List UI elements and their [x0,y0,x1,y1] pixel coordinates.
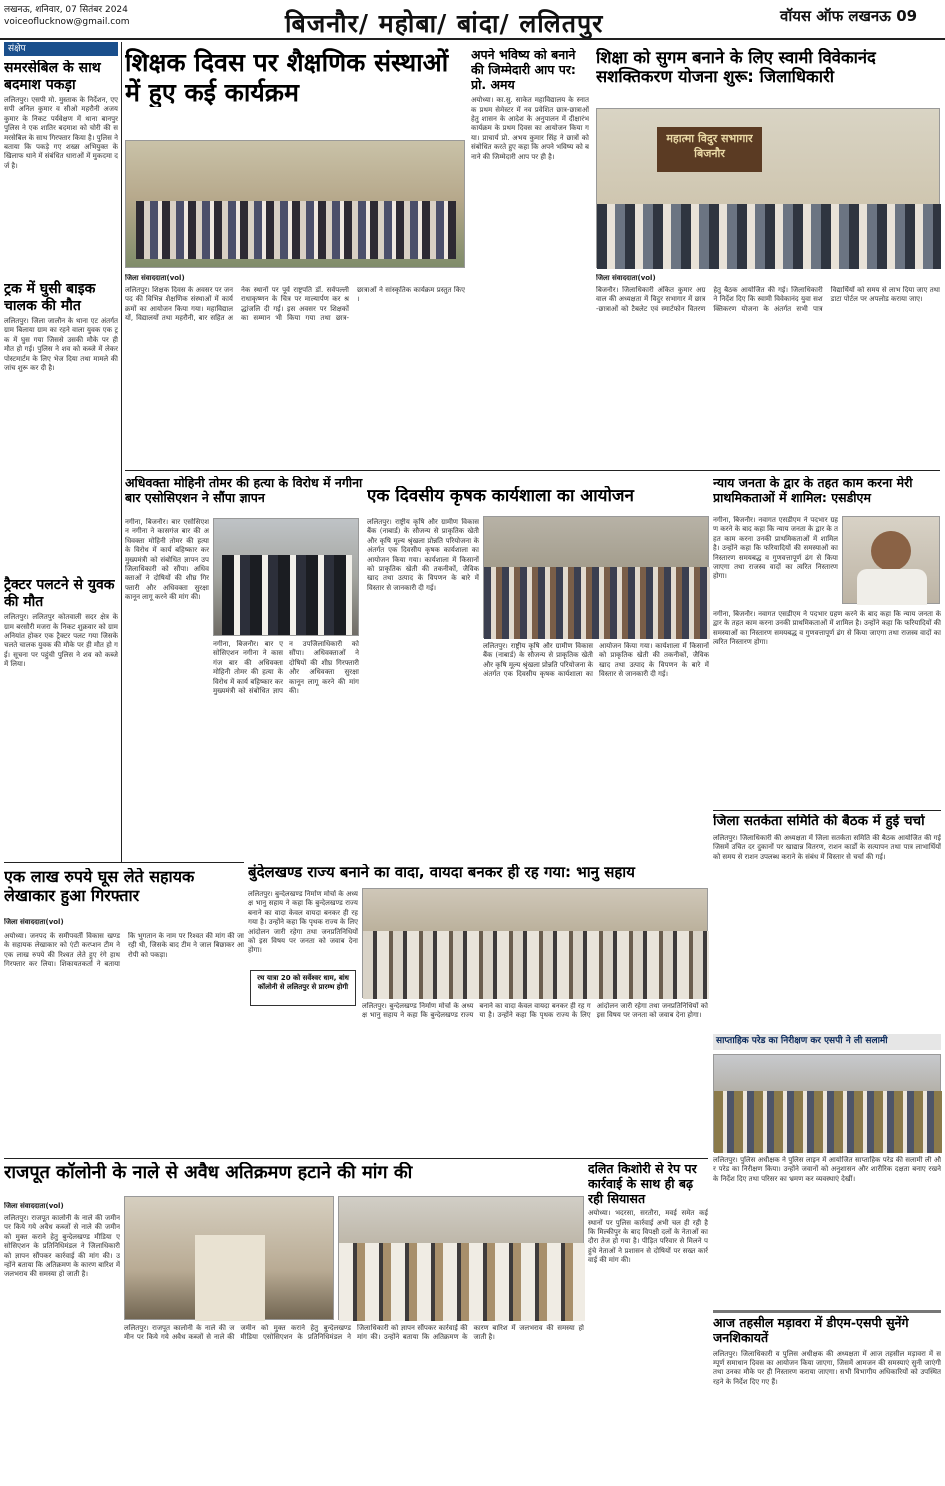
rajput-photo-1 [124,1196,334,1320]
meeting-table [597,204,941,269]
paper-name: वॉयस ऑफ लखनऊ 09 [780,7,918,25]
bundel-body-col1 [248,890,358,1154]
hall-sign: महात्मा विदुर सभागार बिजनौर [657,127,762,172]
dalit-story [588,1162,708,1486]
police-personnel [714,1091,942,1153]
dalit-headline: दलित किशोरी से रेप पर कार्रवाई के साथ ही बढ़ रही सियासत [588,1162,697,1206]
lawyer-body: नगीना, बिजनौर। बार एसोसिएशन नगीना ने कासगंज बार की अधिवक्ता मोहिनी तोमर की हत्या के विरोध में कार्य बहिष्कार कर मुख्यमंत्री को संबोधित ज्ञापन उपजिलाधिकारी को सौंपा। अधिवक्ताओं ने दोषियों की शीघ्र गिरफ्तारी और अधिवक्ता सुरक्षा कानून लागू करने की मांग की। [125,518,209,602]
sdm-photo [842,516,940,604]
vivek-story [596,48,940,87]
committee-headline: जिला सतर्कता समिति की बैठक में हुई चर्चा [713,814,925,829]
bribe-body-cols [4,932,244,1154]
teacher-body-cols [125,286,465,464]
tehsil-body: ललितपुर। जिलाधिकारी व पुलिस अधीक्षक की अध्यक्षता में आज तहसील मड़ावरा में सम्पूर्ण समाधान दिवस का आयोजन किया जाएगा, जिसमें आमजन की समस्याएं सुनी जाएंगी तथा उनका मौके पर ही निस्तारण कराया जाएगा। सभी विभागीय अधिकारियों को उपस्थित रहने के निर्देश दिए गए हैं। [713,1349,941,1386]
teacher-body: ललितपुर। शिक्षक दिवस के अवसर पर जनपद की विभिन्न शैक्षणिक संस्थाओं में कार्यक्रमों का आयोजन किया गया। महाविद्यालयों, विद्यालयों तथा महरौनी, बार सहित अनेक स्थानों पर पूर्व राष्ट्रपति डॉ. सर्वपल्ली राधाकृष्णन के चित्र पर माल्यार्पण कर श्रद्धांजलि दी गई। इस अवसर पर शिक्षकों का सम्मान भी किया गया तथा छात्र-छात्राओं ने सांस्कृतिक कार्यक्रम प्रस्तुत किए। [125,286,465,323]
brief-headline: ट्रक में घुसी बाइक चालक की मौत [4,281,96,314]
byline: जिला संवाददाता(vol) [596,274,656,282]
agri-body-cont: ललितपुर। राष्ट्रीय कृषि और ग्रामीण विकास बैंक (नाबार्ड) के सौजन्य से प्राकृतिक खेती और कृषि मूल्य श्रृंखला प्रोन्नति परियोजना के अंतर्गत एक दिवसीय कृषक कार्यशाला का आयोजन किया गया। कार्यशाला में किसानों को प्राकृतिक खेती की तकनीकों, जैविक खाद तथा उत्पाद के विपणन के बारे में विस्तार से जानकारी दी गई। [483,642,709,679]
memorandum-group [195,1235,265,1321]
bribe-body: अयोध्या। जनपद के समीपवर्ती विकास खण्ड के सहायक लेखाकार को एंटी करप्शन टीम ने एक लाख रुपये की रिश्वत लेते हुए रंगे हाथ गिरफ्तार कर लिया। शिकायतकर्ता ने बताया कि भुगतान के नाम पर रिश्वत की मांग की जा रही थी, जिसके बाद टीम ने जाल बिछाकर आरोपी को पकड़ा। [4,932,244,969]
lawyer-body-col2 [213,640,359,854]
tehsil-story [713,1310,941,1482]
row-rule [125,470,940,471]
row-rule [4,1158,708,1159]
byline: जिला संवाददाता(vol) [4,918,64,926]
lawyer-headline: अधिवक्ता मोहिनी तोमर की हत्या के विरोध में नगीना बार एसोसिएशन ने सौंपा ज्ञापन [125,476,363,505]
masthead-left [4,4,130,28]
bribe-story [4,868,244,906]
rajput-body-cols [124,1324,584,1482]
rajput-headline: राजपूत कॉलोनी के नाले से अवैध अतिक्रमण हटाने की मांग की [4,1162,413,1183]
edition-date: लखनऊ, शनिवार, 07 सितंबर 2024 [4,5,128,15]
lawyer-story [125,476,363,506]
row-rule [4,862,244,863]
agri-body: ललितपुर। राष्ट्रीय कृषि और ग्रामीण विकास बैंक (नाबार्ड) के सौजन्य से प्राकृतिक खेती और कृषि मूल्य श्रृंखला प्रोन्नति परियोजना के अंतर्गत एक दिवसीय कृषक कार्यशाला का आयोजन किया गया। कार्यशाला में किसानों को प्राकृतिक खेती की तकनीकों, जैविक खाद तथा उत्पाद के विपणन के बारे में विस्तार से जानकारी दी गई। [367,518,479,592]
byline: जिला संवाददाता(vol) [125,274,185,282]
parade-body: ललितपुर। पुलिस अधीक्षक ने पुलिस लाइन में आयोजित साप्ताहिक परेड की सलामी ली और परेड का निरीक्षण किया। उन्होंने जवानों को अनुशासन और शारीरिक दक्षता बनाए रखने के निर्देश दिए तथा परिसर का भ्रमण कर व्यवस्थाएं देखीं। [713,1156,941,1183]
farmers-crowd [484,567,710,639]
agri-story [367,486,707,506]
justice-headline: न्याय जनता के द्वार के तहत काम करना मेरी प्राथमिकताओं में शामिल: एसडीएम [713,476,913,505]
dalit-body: अयोध्या। भदरसा, सरतौरा, मवई समेत कई स्थानों पर पुलिस कार्रवाई अभी चल ही रही है कि मिल्कीपुर के बाद विपक्षी दलों के नेताओं का दौरा तेज हो गया है। पीड़ित परिवार से मिलने पहुंचे नेताओं ने प्रशासन से दोषियों पर सख्त कार्रवाई की मांग की। [588,1209,708,1265]
bundel-story [248,864,708,882]
justice-story [713,476,941,506]
rajput-story [4,1162,584,1183]
agri-photo [483,516,709,638]
agri-body-left [367,518,479,848]
main-headline: शिक्षक दिवस पर शैक्षणिक संस्थाओं में हुए कई कार्यक्रम [125,48,449,107]
brief-column [4,60,118,860]
vivek-photo [596,108,940,268]
lawyer-body-cont: नगीना, बिजनौर। बार एसोसिएशन नगीना ने कासगंज बार की अधिवक्ता मोहिनी तोमर की हत्या के विरोध में कार्य बहिष्कार कर मुख्यमंत्री को संबोधित ज्ञापन उपजिलाधिकारी को सौंपा। अधिवक्ताओं ने दोषियों की शीघ्र गिरफ्तारी और अधिवक्ता सुरक्षा कानून लागू करने की मांग की। [213,640,359,696]
teacher-photo [125,140,465,268]
committee-story [713,814,941,830]
bundel-headline: बुंदेलखण्ड राज्य बनाने का वादा, वायदा बनकर ही रह गया: भानु सहाय [248,864,635,881]
brief-body: ललितपुर। जिला जालौन के थाना एट अंतर्गत ग्राम बिलाया ग्राम का रहने वाला युवक एक ट्रक में घुस गया जिससे उसकी मौके पर ही मौत हो गई। पुलिस ने शव को कब्जे में लेकर पोस्टमार्टम के लिए भेज दिया तथा मामले की जांच शुरू कर दी है। [4,317,118,373]
group-people [136,201,456,259]
parade-body-box [713,1156,941,1306]
brief-headline: समरसेबिल के साथ बदमाश पकड़ा [4,60,101,93]
edition-title: बिजनौर/ महोबा/ बांदा/ ललितपुर [285,9,604,38]
brief-body: ललितपुर। ललितपुर कोतवाली सदर क्षेत्र के ग्राम बरसौरी मजरा के निकट शुक्रवार को ग्राम अनियांत होकर एक ट्रैक्टर पलट गया जिसके चलते चालक युवक की मौके पर ही मौत हो गई। सूचना पर पहुंची पुलिस ने शव को कब्जे में लिया। [4,613,118,669]
pull-quote: रथ यात्रा 20 को सर्वेश्वर धाम, बांध कॉलोनी से ललितपुर से प्रारम्भ होगी [250,970,356,1006]
tehsil-headline: आज तहसील मड़ावरा में डीएम-एसपी सुनेंगे जनशिकायतें [713,1315,909,1345]
row-rule [713,810,941,811]
vivek-body: बिजनौर। जिलाधिकारी अंकित कुमार अग्रवाल की अध्यक्षता में विदुर सभागार में छात्र-छात्राओं को टैबलेट एवं स्मार्टफोन वितरण हेतु बैठक आयोजित की गई। जिलाधिकारी ने निर्देश दिए कि स्वामी विवेकानंद युवा सशक्तिकरण योजना के अंतर्गत सभी पात्र विद्यार्थियों को समय से लाभ दिया जाए तथा डाटा पोर्टल पर अपलोड कराया जाए। [596,286,940,313]
agri-headline: एक दिवसीय कृषक कार्यशाला का आयोजन [367,486,634,506]
lawyer-body-col1 [125,518,209,854]
future-body: अयोध्या। का.सु. साकेत महाविद्यालय के स्नातक प्रथम सेमेस्टर में नव प्रवेशित छात्र-छात्राओं हेतु शासन के आदेश के अनुपालन में दीक्षारंभ कार्यक्रम के प्रथम दिवस का आयोजन किया गया। प्राचार्य प्रो. अभय कुमार सिंह ने छात्रों को संबोधित करते हुए कहा कि अपने भविष्य को बनाने की जिम्मेदारी आप पर ही है। [471,96,589,161]
parade-headline: साप्ताहिक परेड का निरीक्षण कर एसपी ने ली सलामी [716,1036,888,1046]
future-story [471,48,589,468]
brief-body: ललितपुर। एसपी मो. मुस्ताक के निर्देशन, एएसपी अनिल कुमार व सीओ महरौनी अजय कुमार के निकट पर्यवेक्षण में थाना बानपुर पुलिस ने एक शातिर बदमाश को चोरी की समरसेबिल के साथ गिरफ्तार किया है। पुलिस ने बताया कि पकड़े गए शख्स अभियुक्त के खिलाफ थाने में संबंधित धाराओं में मुकदमा दर्ज है। [4,96,118,170]
bundel-body-cont: ललितपुर। बुन्देलखण्ड निर्माण मोर्चा के अध्यक्ष भानु सहाय ने कहा कि बुन्देलखण्ड राज्य बनाने का वादा केवल वायदा बनकर ही रह गया है। उन्होंने कहा कि पृथक राज्य के लिए आंदोलन जारी रहेगा तथा जनप्रतिनिधियों को इस विषय पर जनता को जवाब देना होगा। [362,1002,708,1020]
sdm-shirt [857,569,927,605]
vivek-body-cols [596,286,940,466]
rajput-photo-2 [338,1196,584,1320]
parade-head-box [713,1034,941,1050]
committee-body-box [713,834,941,1030]
lawyer-photo [213,518,359,636]
header-rule [0,38,945,40]
justice-body-cont: नगीना, बिजनौर। नवागत एसडीएम ने पदभार ग्रहण करने के बाद कहा कि न्याय जनता के द्वार के तहत काम करना उनकी प्राथमिकताओं में शामिल है। उन्होंने कहा कि फरियादियों की समस्याओं का निस्तारण समयबद्ध व गुणवत्तापूर्ण ढंग से किया जाएगा तथा राजस्व वादों का त्वरित निस्तारण होगा। [713,610,941,647]
brief-headline: ट्रैक्टर पलटने से युवक की मौत [4,577,115,610]
teacher-story [125,48,465,107]
bundel-photo [362,888,708,998]
sdm-face [871,531,911,571]
lawyers-group [222,555,352,635]
rajput-body-col1 [4,1214,120,1482]
vivek-headline: शिक्षा को सुगम बनाने के लिए स्वामी विवेकानंद सशक्तिकरण योजना शुरू: जिलाधिकारी [596,48,876,87]
agri-body-right [483,642,709,848]
panel-members [363,931,709,999]
email-text: voiceoflucknow@gmail.com [4,17,130,27]
parade-photo [713,1054,941,1152]
bundel-body: ललितपुर। बुन्देलखण्ड निर्माण मोर्चा के अध्यक्ष भानु सहाय ने कहा कि बुन्देलखण्ड राज्य बनाने का वादा केवल वायदा बनकर ही रह गया है। उन्होंने कहा कि पृथक राज्य के लिए आंदोलन जारी रहेगा तथा जनप्रतिनिधियों को इस विषय पर जनता को जवाब देना होगा। [248,890,358,955]
future-headline: अपने भविष्य को बनाने की जिम्मेदारी आप पर: प्रो. अमय [471,48,576,92]
column-rule [121,42,122,862]
delegation-group [339,1243,585,1321]
committee-body: ललितपुर। जिलाधिकारी की अध्यक्षता में जिला सतर्कता समिति की बैठक आयोजित की गई जिसमें उचित दर दुकानों पर खाद्यान्न वितरण, राशन कार्डों के सत्यापन तथा पात्र लाभार्थियों को समय से राशन उपलब्ध कराने के संबंध में विस्तार से चर्चा की गई। [713,834,941,861]
rajput-body-cont: ललितपुर। राजपूत कालोनी के नाले की जमीन पर किये गये अवैध कब्जों से नाले की जमीन को मुक्त कराने हेतु बुन्देलखण्ड मीडिया एसोसिएशन के प्रतिनिधिमंडल ने जिलाधिकारी को ज्ञापन सौंपकर कार्रवाई की मांग की। उन्होंने बताया कि अतिक्रमण के कारण बारिश में जलभराव की समस्या हो जाती है। [124,1324,584,1342]
tehsil-rule [713,1310,941,1313]
justice-body-bottom [713,610,941,810]
rajput-body: ललितपुर। राजपूत कालोनी के नाले की जमीन पर किये गये अवैध कब्जों से नाले की जमीन को मुक्त कराने हेतु बुन्देलखण्ड मीडिया एसोसिएशन के प्रतिनिधिमंडल ने जिलाधिकारी को ज्ञापन सौंपकर कार्रवाई की मांग की। उन्होंने बताया कि अतिक्रमण के कारण बारिश में जलभराव की समस्या हो जाती है। [4,1214,120,1279]
bundel-body-cols [362,1002,708,1154]
bribe-headline: एक लाख रुपये घूस लेते सहायक लेखाकार हुआ गिरफ्तार [4,868,195,905]
section-tag: संक्षेप [4,42,118,56]
byline: जिला संवाददाता(vol) [4,1202,64,1210]
justice-body-top [713,516,838,608]
justice-body: नगीना, बिजनौर। नवागत एसडीएम ने पदभार ग्रहण करने के बाद कहा कि न्याय जनता के द्वार के तहत काम करना उनकी प्राथमिकताओं में शामिल है। उन्होंने कहा कि फरियादियों की समस्याओं का निस्तारण समयबद्ध व गुणवत्तापूर्ण ढंग से किया जाएगा तथा राजस्व वादों का त्वरित निस्तारण होगा। [713,516,838,581]
